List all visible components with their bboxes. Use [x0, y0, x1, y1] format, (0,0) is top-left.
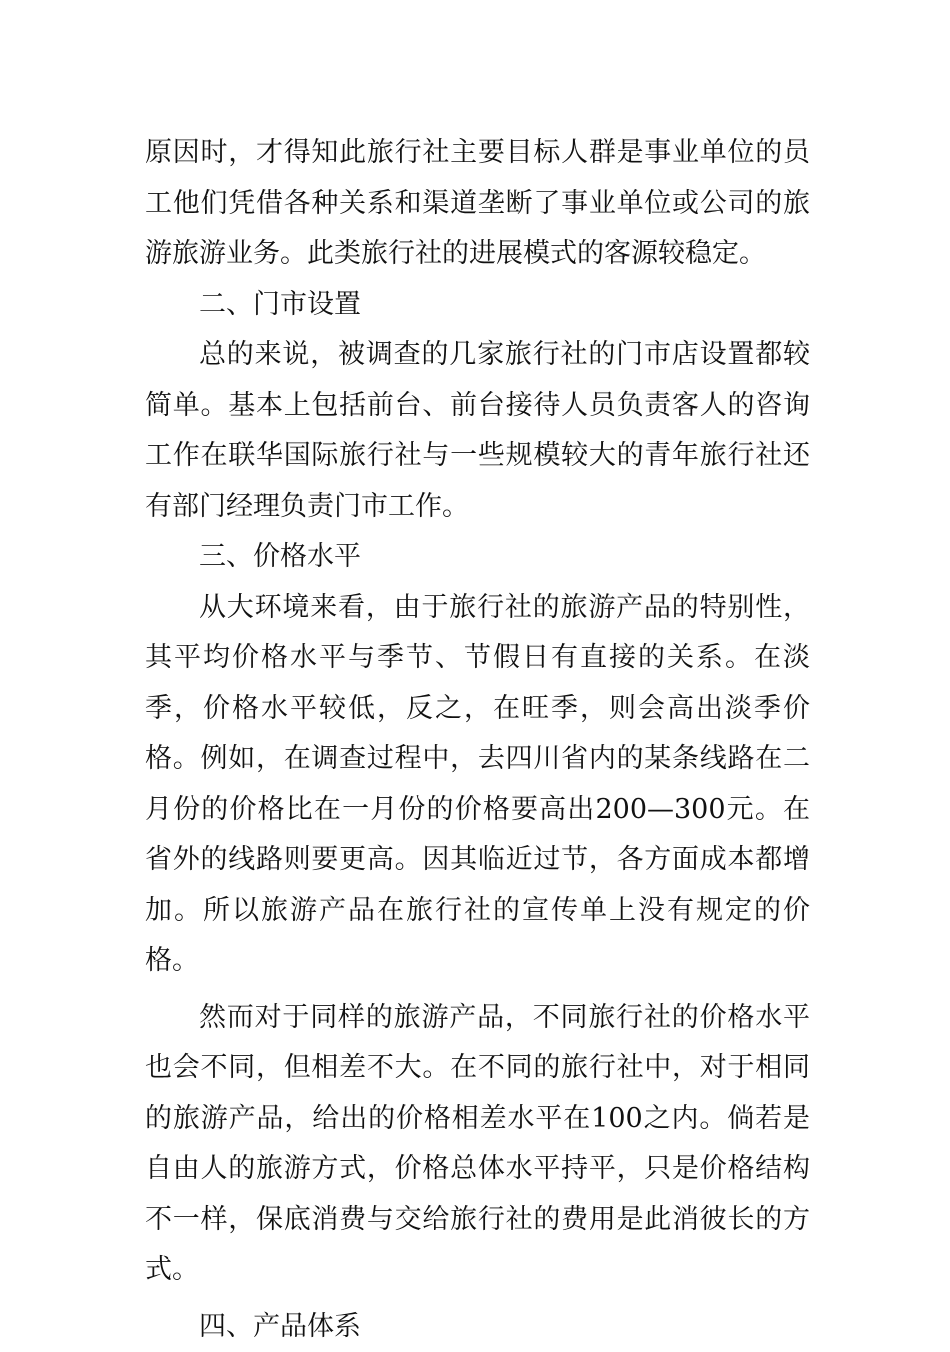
paragraph-continued: 原因时，才得知此旅行社主要目标人群是事业单位的员工他们凭借各种关系和渠道垄断了事业单位或公司的旅游旅游业务。此类旅行社的进展模式的客源较稳定。 [145, 128, 810, 280]
section-heading-product-system: 四、产品体系 [145, 1302, 810, 1352]
section-heading-store-setup: 二、门市设置 [145, 280, 810, 331]
paragraph-store-setup: 总的来说，被调查的几家旅行社的门市店设置都较简单。基本上包括前台、前台接待人员负责客人的咨询工作在联华国际旅行社与一些规模较大的青年旅行社还有部门经理负责门市工作。 [145, 330, 810, 532]
paragraph-price-level: 从大环境来看，由于旅行社的旅游产品的特别性，其平均价格水平与季节、节假日有直接的关系。在淡季，价格水平较低，反之，在旺季，则会高出淡季价格。例如，在调查过程中，去四川省内的某条线路在二月份的价格比在一月份的价格要高出200—300元。在省外的线路则要更高。因其临近过节，各方面成本都增加。所以旅游产品在旅行社的宣传单上没有规定的价格。 [145, 583, 810, 987]
paragraph-price-comparison: 然而对于同样的旅游产品，不同旅行社的价格水平也会不同，但相差不大。在不同的旅行社中，对于相同的旅游产品，给出的价格相差水平在100之内。倘若是自由人的旅游方式，价格总体水平持平，只是价格结构不一样，保底消费与交给旅行社的费用是此消彼长的方式。 [145, 993, 810, 1296]
document-body [145, 128, 810, 1352]
section-heading-price-level: 三、价格水平 [145, 532, 810, 583]
